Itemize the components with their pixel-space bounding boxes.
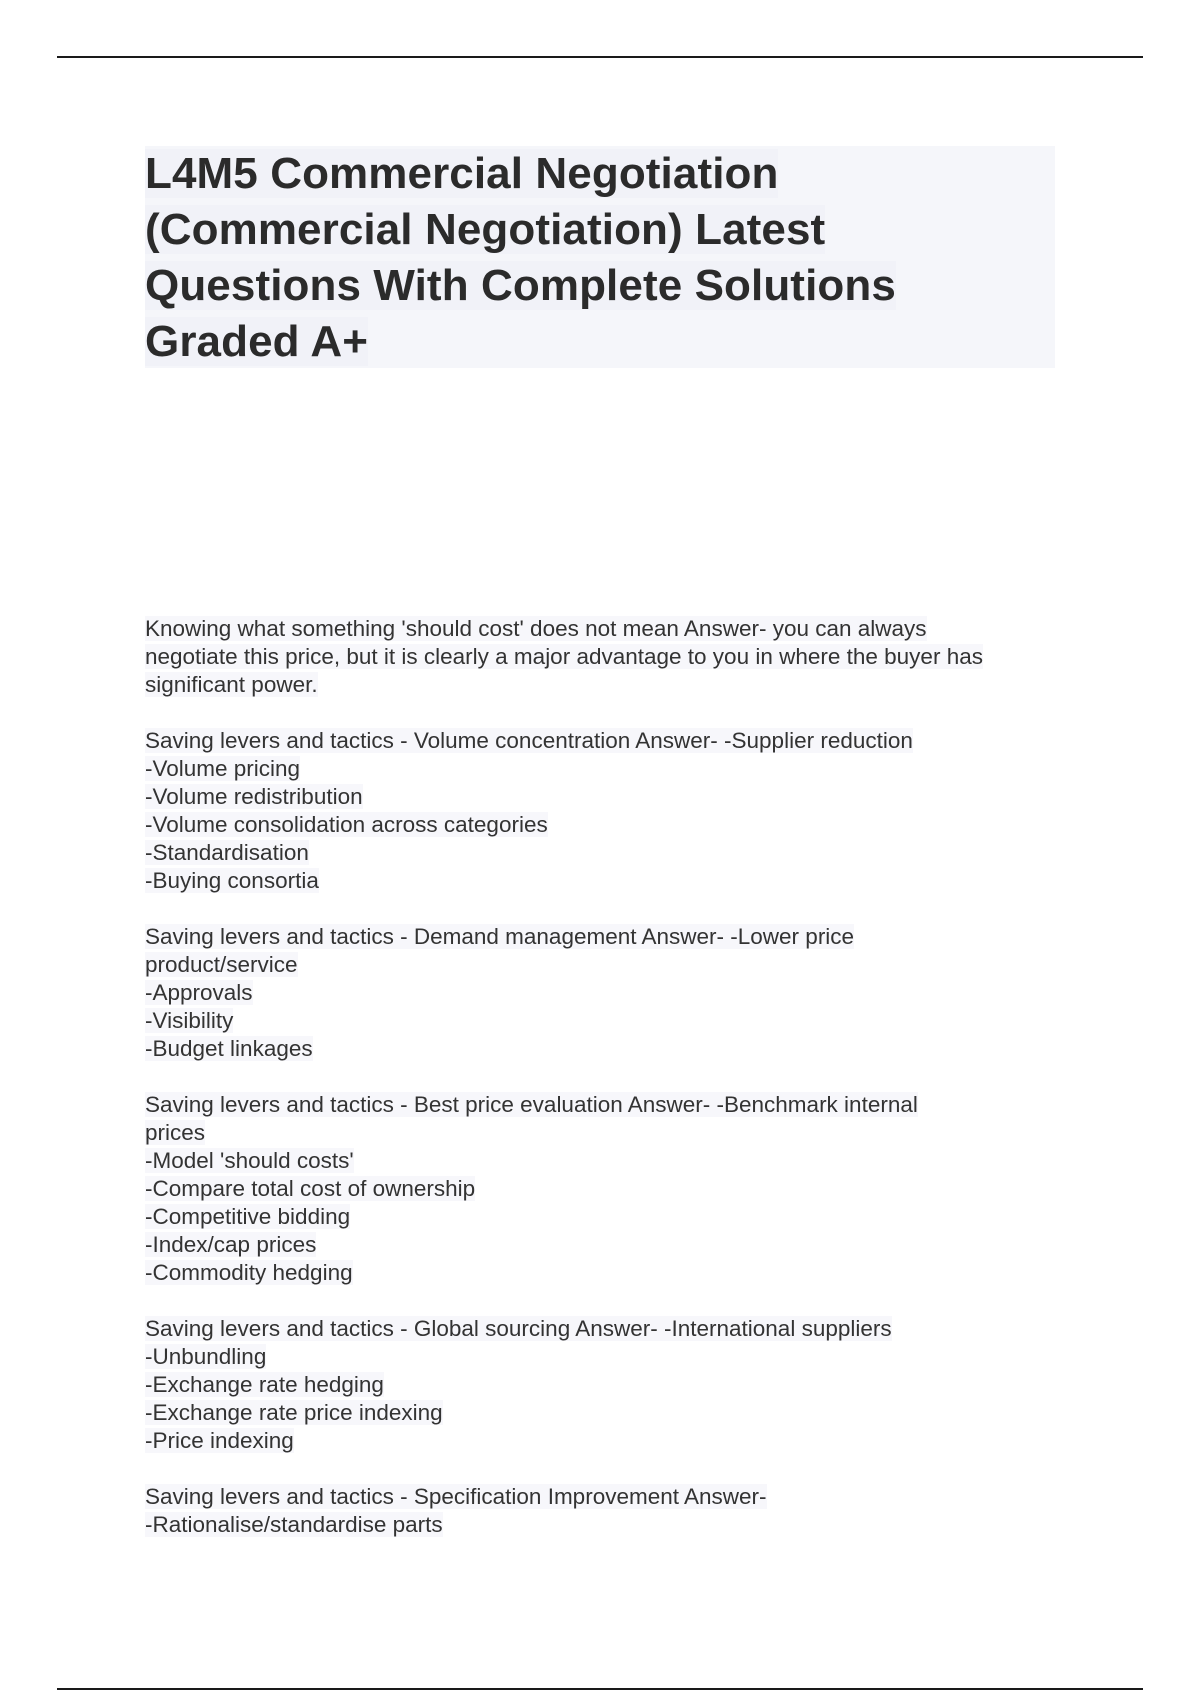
qa-line	[145, 615, 1065, 643]
qa-line	[145, 1203, 1065, 1231]
qa-item	[145, 923, 1065, 1063]
qa-line	[145, 979, 1065, 1007]
qa-line	[145, 1231, 1065, 1259]
qa-line-text: Saving levers and tactics - Volume concentration Answer- -Supplier reduction	[145, 728, 913, 753]
qa-line	[145, 1399, 1065, 1427]
qa-line	[145, 1427, 1065, 1455]
qa-line-text: -Exchange rate hedging	[145, 1372, 384, 1397]
bottom-rule	[57, 1688, 1143, 1690]
qa-line	[145, 783, 1065, 811]
qa-line-text: Saving levers and tactics - Demand management Answer- -Lower price	[145, 924, 855, 949]
qa-line	[145, 951, 1065, 979]
qa-item	[145, 615, 1065, 699]
title-line: (Commercial Negotiation) Latest	[145, 205, 826, 254]
qa-line-text: -Standardisation	[145, 840, 309, 865]
qa-item	[145, 727, 1065, 895]
qa-line-text: -Unbundling	[145, 1344, 267, 1369]
qa-line	[145, 1091, 1065, 1119]
qa-line-text: Saving levers and tactics - Best price evaluation Answer- -Benchmark internal	[145, 1092, 918, 1117]
qa-line	[145, 811, 1065, 839]
title-block	[145, 146, 1055, 368]
qa-item	[145, 1483, 1065, 1539]
qa-line	[145, 839, 1065, 867]
qa-line-text: -Rationalise/standardise parts	[145, 1512, 443, 1537]
qa-line-text: -Commodity hedging	[145, 1260, 353, 1285]
page-title	[145, 146, 1055, 370]
qa-line	[145, 1147, 1065, 1175]
qa-line	[145, 1371, 1065, 1399]
title-line: Questions With Complete Solutions	[145, 261, 896, 310]
qa-line-text: -Volume consolidation across categories	[145, 812, 548, 837]
qa-line	[145, 1175, 1065, 1203]
qa-line-text: -Budget linkages	[145, 1036, 313, 1061]
qa-line-text: -Compare total cost of ownership	[145, 1176, 476, 1201]
qa-line	[145, 1483, 1065, 1511]
qa-line-text: -Price indexing	[145, 1428, 294, 1453]
qa-line-text: negotiate this price, but it is clearly a major advantage to you in where the buyer has	[145, 644, 983, 669]
qa-line	[145, 643, 1065, 671]
qa-line-text: -Volume pricing	[145, 756, 301, 781]
qa-line-text: -Buying consortia	[145, 868, 319, 893]
qa-line	[145, 755, 1065, 783]
qa-line	[145, 1035, 1065, 1063]
title-line: L4M5 Commercial Negotiation	[145, 149, 779, 198]
top-rule	[57, 56, 1143, 58]
qa-line	[145, 727, 1065, 755]
qa-line-text: -Visibility	[145, 1008, 234, 1033]
qa-line-text: -Index/cap prices	[145, 1232, 317, 1257]
qa-line-text: Saving levers and tactics - Global sourcing Answer- -International suppliers	[145, 1316, 892, 1341]
qa-line-text: significant power.	[145, 672, 318, 697]
qa-line-text: -Model 'should costs'	[145, 1148, 354, 1173]
qa-line-text: -Volume redistribution	[145, 784, 363, 809]
qa-line-text: Knowing what something 'should cost' does not mean Answer- you can always	[145, 616, 927, 641]
title-line: Graded A+	[145, 317, 369, 366]
qa-line-text: -Competitive bidding	[145, 1204, 351, 1229]
qa-item	[145, 1091, 1065, 1287]
qa-line-text: product/service	[145, 952, 298, 977]
qa-line	[145, 1007, 1065, 1035]
qa-line	[145, 1119, 1065, 1147]
qa-line-text: -Exchange rate price indexing	[145, 1400, 443, 1425]
qa-line	[145, 1259, 1065, 1287]
qa-line-text: Saving levers and tactics - Specification Improvement Answer-	[145, 1484, 767, 1509]
qa-list	[145, 615, 1065, 1567]
qa-line	[145, 671, 1065, 699]
qa-line	[145, 867, 1065, 895]
qa-line-text: prices	[145, 1120, 206, 1145]
qa-line	[145, 1315, 1065, 1343]
qa-line	[145, 1343, 1065, 1371]
qa-item	[145, 1315, 1065, 1455]
qa-line-text: -Approvals	[145, 980, 253, 1005]
qa-line	[145, 923, 1065, 951]
qa-line	[145, 1511, 1065, 1539]
